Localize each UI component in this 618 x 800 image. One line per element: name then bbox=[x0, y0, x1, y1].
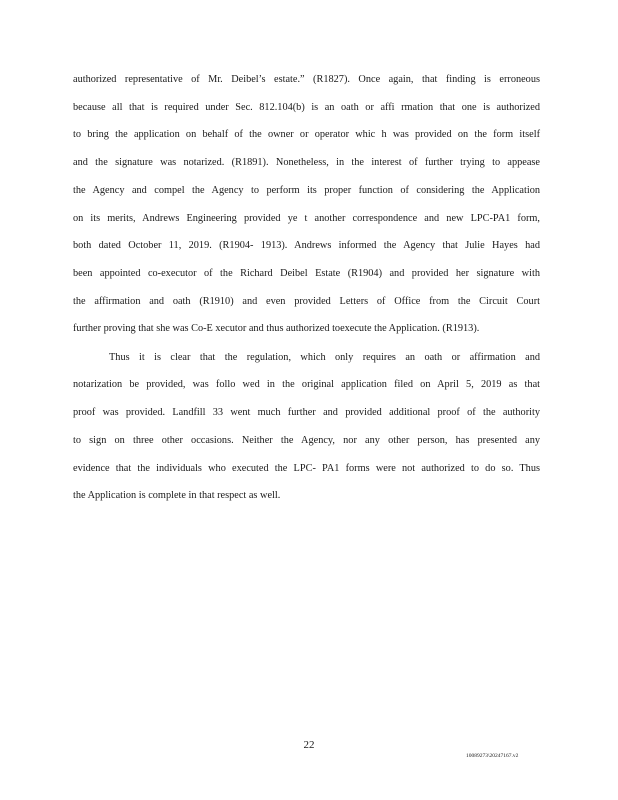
text-line: the affirmation and oath (R1910) and even provided Letters of Office from the Circuit Court bbox=[73, 296, 540, 307]
text-line: notarization be provided, was follo wed in the original application filed on April 5, 2019 as that bbox=[73, 379, 540, 390]
text-line: proof was provided. Landfill 33 went much further and provided additional proof of the authority bbox=[73, 407, 540, 418]
text-line: both dated October 11, 2019. (R1904- 1913). Andrews informed the Agency that Julie Hayes had bbox=[73, 240, 540, 251]
text-line: the Application is complete in that respect as well. bbox=[73, 490, 281, 501]
page-number: 22 bbox=[303, 739, 315, 751]
text-line: and the signature was notarized. (R1891). Nonetheless, in the interest of further trying to appease bbox=[73, 157, 540, 168]
text-line: been appointed co-executor of the Richard Deibel Estate (R1904) and provided her signature with bbox=[73, 268, 540, 279]
text-line: evidence that the individuals who executed the LPC- PA1 forms were not authorized to do so. Thus bbox=[73, 463, 540, 474]
text-line: further proving that she was Co-E xecutor and thus authorized toexecute the Application. (R1913). bbox=[73, 323, 480, 334]
text-line: Thus it is clear that the regulation, which only requires an oath or affirmation and bbox=[109, 352, 540, 363]
text-line: the Agency and compel the Agency to perform its proper function of considering the Application bbox=[73, 185, 540, 196]
text-line: because all that is required under Sec. 812.104(b) is an oath or affi rmation that one is authorized bbox=[73, 102, 540, 113]
document-id: 10089273\20247167.v2 bbox=[466, 753, 519, 759]
text-line: on its merits, Andrews Engineering provided ye t another correspondence and new LPC-PA1 form, bbox=[73, 213, 540, 224]
text-line: authorized representative of Mr. Deibel’s estate.” (R1827). Once again, that finding is erroneous bbox=[73, 74, 540, 85]
text-line: to sign on three other occasions. Neither the Agency, nor any other person, has presented any bbox=[73, 435, 540, 446]
text-line: to bring the application on behalf of the owner or operator whic h was provided on the form itself bbox=[73, 129, 540, 140]
